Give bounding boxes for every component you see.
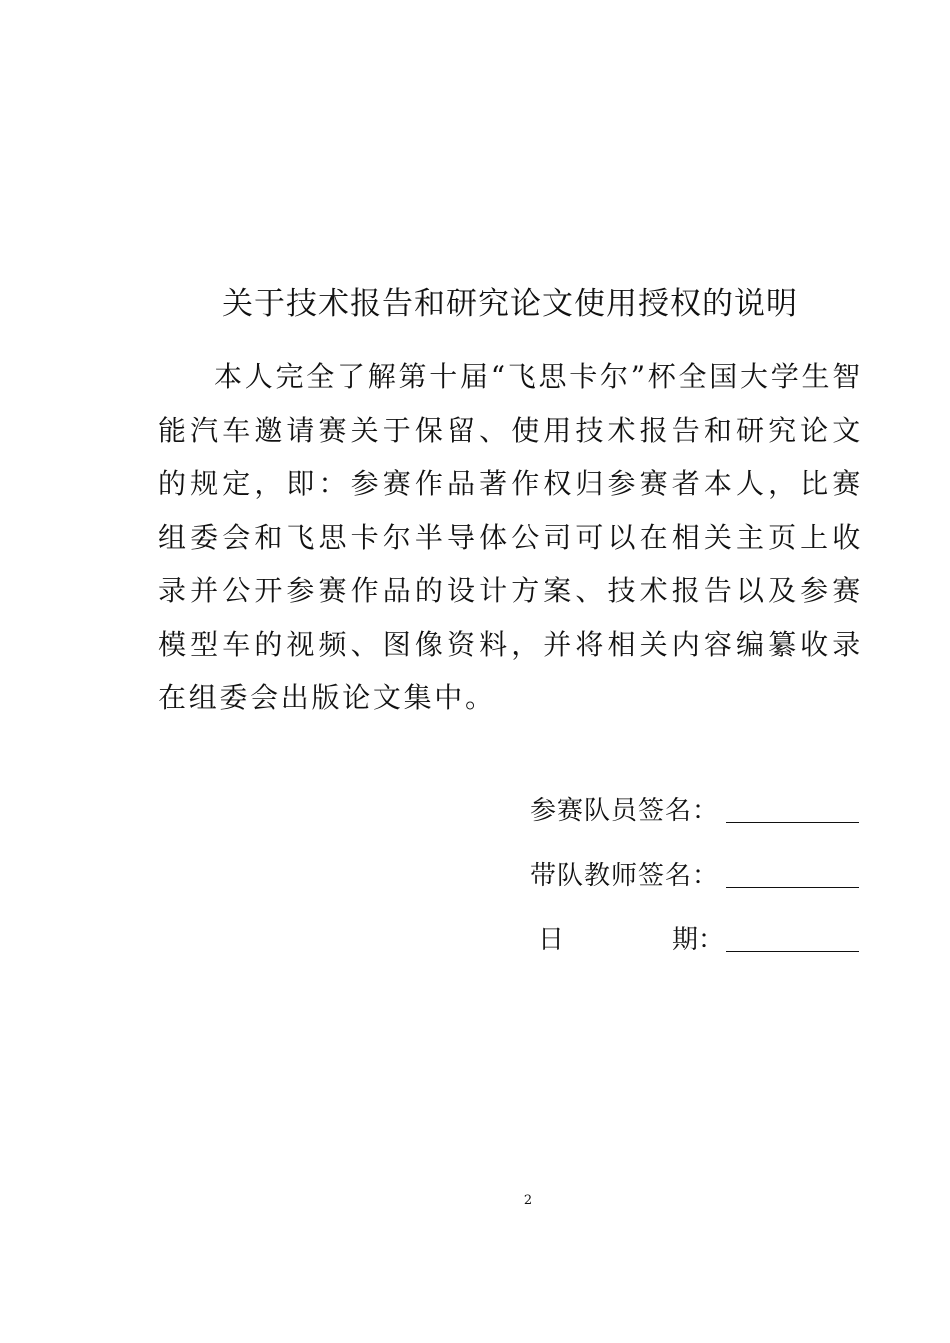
page-title: 关于技术报告和研究论文使用授权的说明 xyxy=(222,286,798,322)
member-signature-row xyxy=(530,790,870,830)
date-label-period: 期： xyxy=(672,925,725,955)
member-signature-line[interactable] xyxy=(726,822,859,823)
date-label-day: 日 xyxy=(538,925,565,955)
teacher-signature-line[interactable] xyxy=(726,887,859,888)
date-row xyxy=(530,919,870,959)
teacher-signature-row xyxy=(530,855,870,895)
teacher-signature-label: 带队教师签名： xyxy=(530,861,720,891)
authorization-paragraph: 本人完全了解第十届“飞思卡尔”杯全国大学生智能汽车邀请赛关于保留、使用技术报告和研究论文的规定，即：参赛作品著作权归参赛者本人，比赛组委会和飞思卡尔半导体公司可以在相关主页上收录并公开参赛作品的设计方案、技术报告以及参赛模型车的视频、图像资料，并将相关内容编纂收录在组委会出版论文集中。 xyxy=(158,360,863,714)
page-number: 2 xyxy=(523,1193,533,1208)
date-label xyxy=(530,919,725,955)
date-line[interactable] xyxy=(726,951,859,952)
member-signature-label: 参赛队员签名： xyxy=(530,796,720,826)
